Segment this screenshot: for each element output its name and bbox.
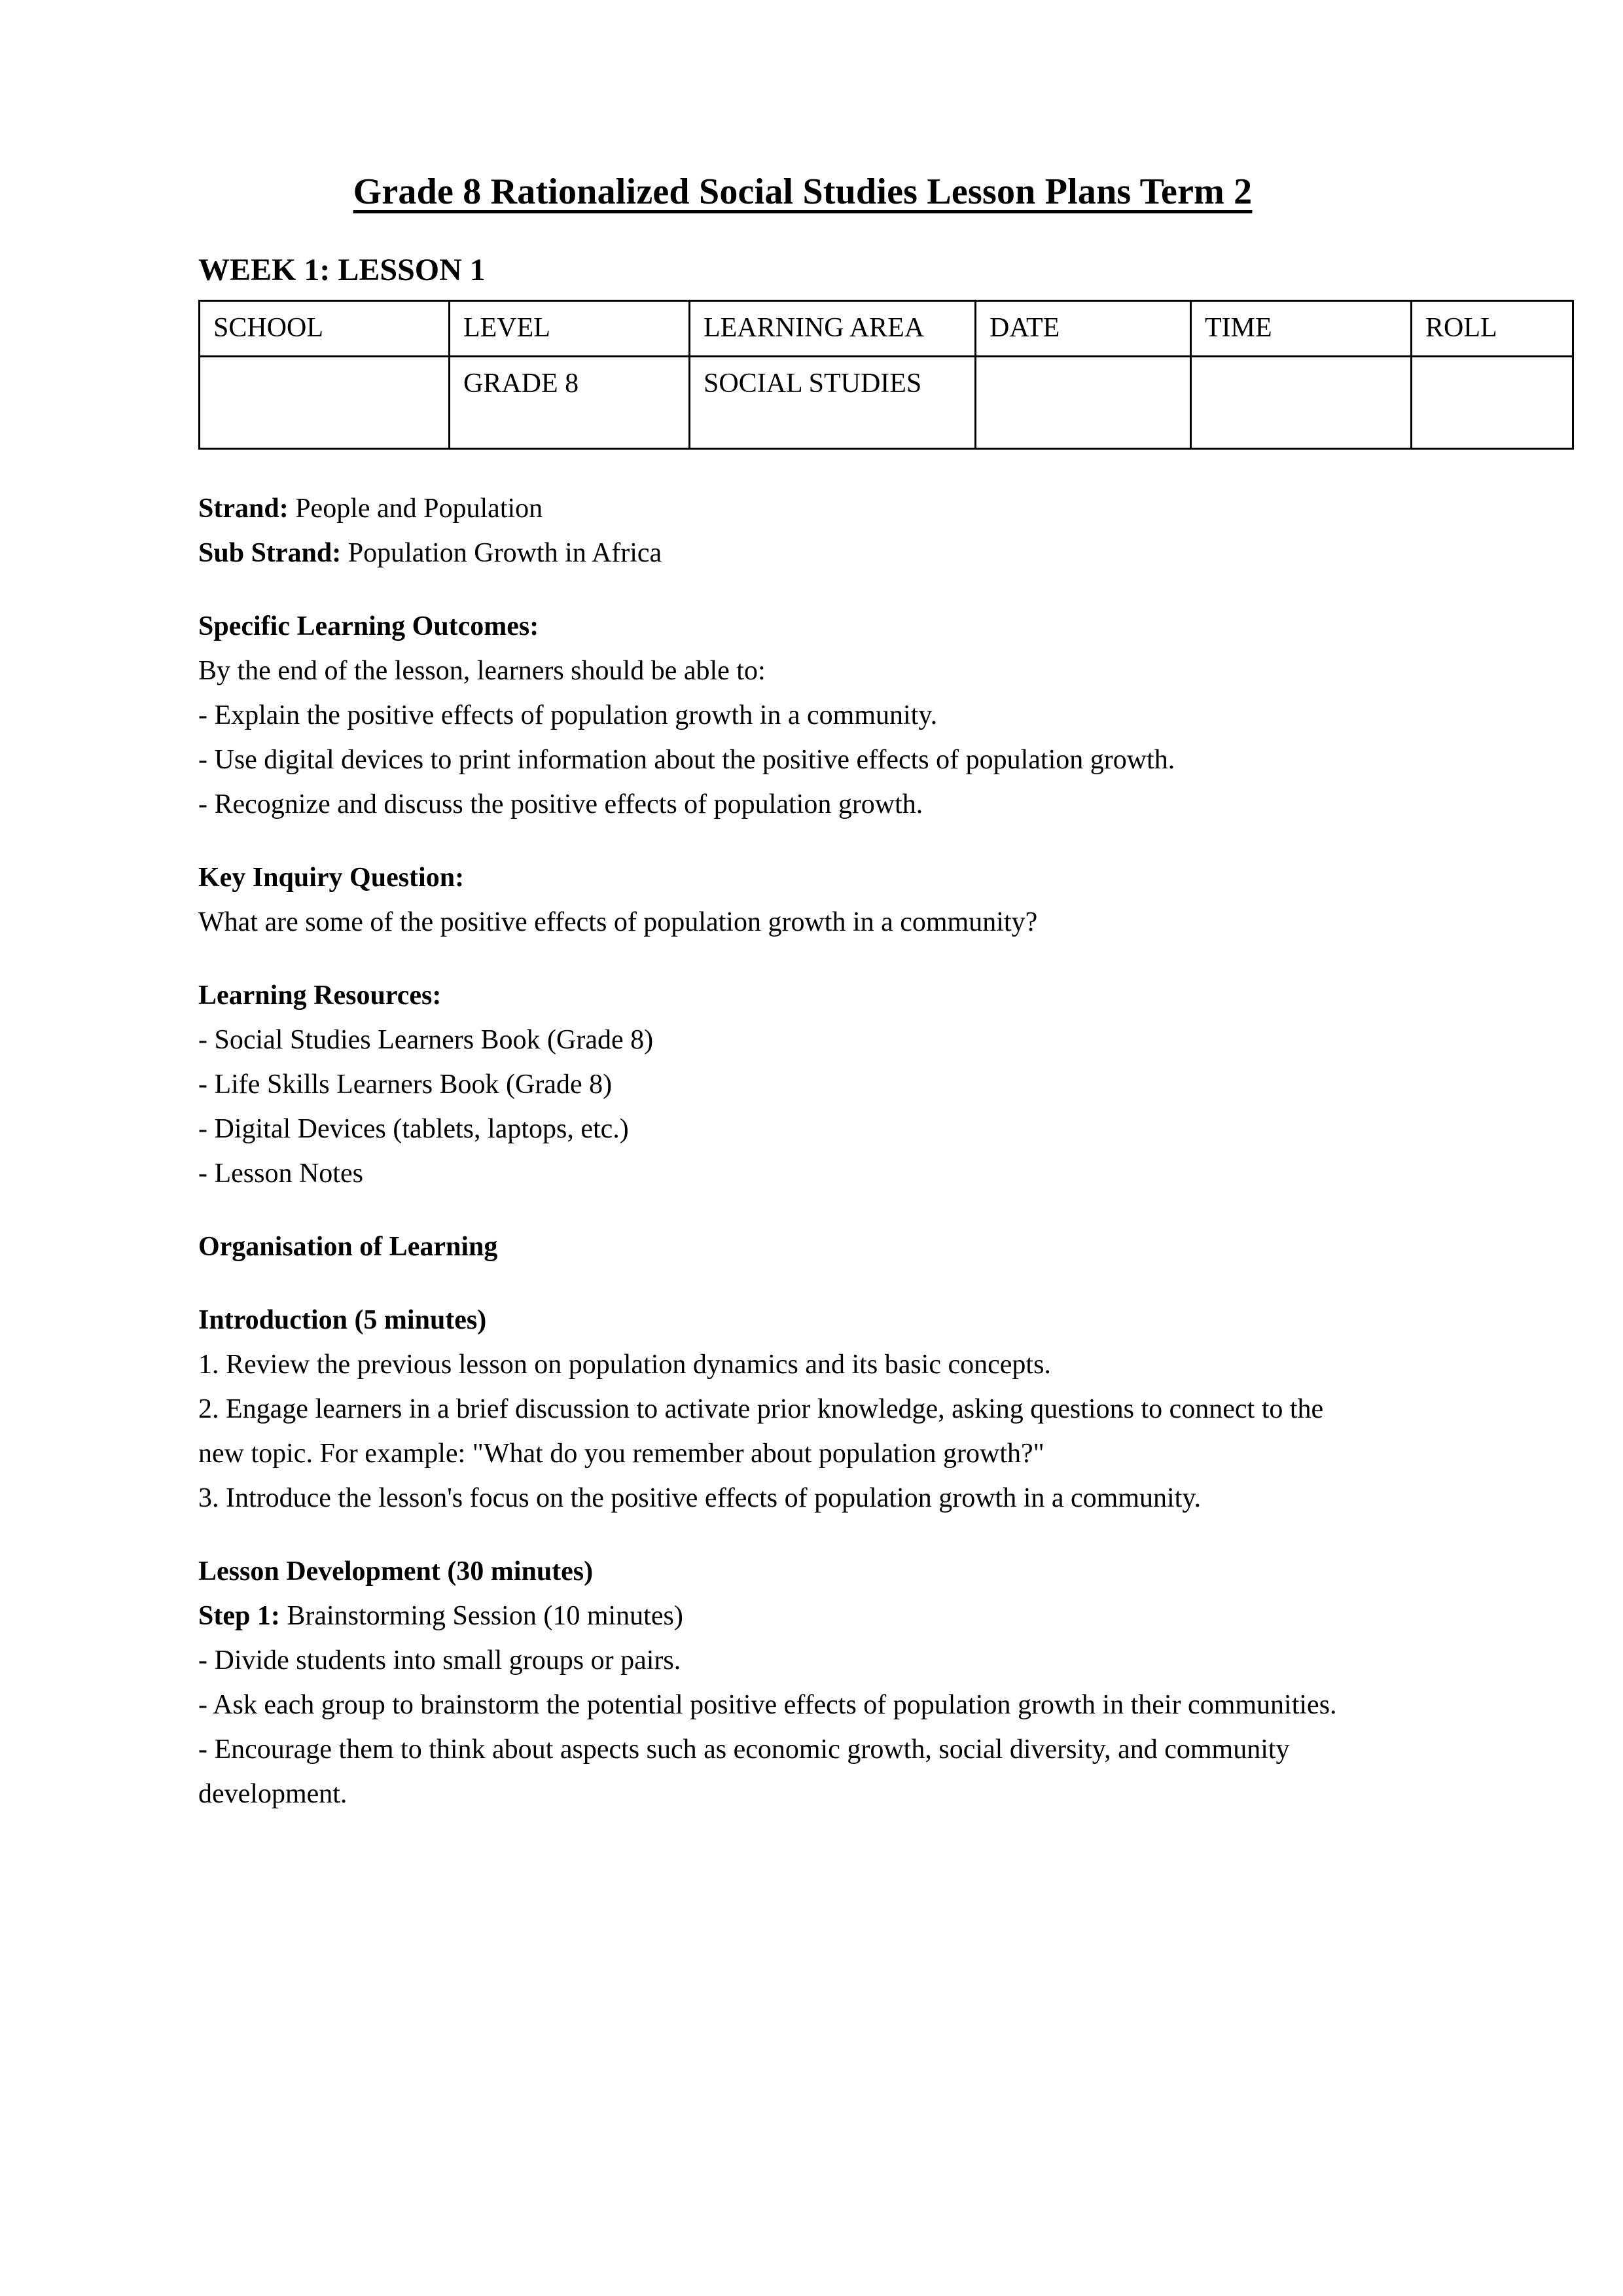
table-cell-time xyxy=(1191,356,1412,448)
spacer xyxy=(198,1269,1407,1298)
list-item: - Encourage them to think about aspects such as economic growth, social diversity, and community development. xyxy=(198,1734,1290,1809)
spacer xyxy=(198,575,1407,604)
resources-heading: Learning Resources: xyxy=(198,980,442,1011)
list-item: - Ask each group to brainstorm the potential positive effects of population growth in their communities. xyxy=(198,1689,1337,1720)
spacer xyxy=(198,450,1407,486)
spacer xyxy=(198,1520,1407,1549)
outcomes-heading: Specific Learning Outcomes: xyxy=(198,611,539,641)
table-header-date: DATE xyxy=(976,300,1191,356)
lesson-development-heading: Lesson Development (30 minutes) xyxy=(198,1556,594,1587)
week-lesson-heading: WEEK 1: LESSON 1 xyxy=(198,253,486,288)
list-item: 1. Review the previous lesson on population dynamics and its basic concepts. xyxy=(198,1349,1051,1380)
list-item: - Lesson Notes xyxy=(198,1158,363,1189)
spacer xyxy=(198,944,1407,973)
table-header-roll: ROLL xyxy=(1412,300,1573,356)
table-header-level: LEVEL xyxy=(450,300,690,356)
list-item: - Life Skills Learners Book (Grade 8) xyxy=(198,1069,613,1100)
list-item: 2. Engage learners in a brief discussion to activate prior knowledge, asking questions to connect to the new topic. For example: "What do you remember about population growth?" xyxy=(198,1393,1324,1469)
strand-line xyxy=(198,486,1407,531)
step-value: Brainstorming Session (10 minutes) xyxy=(279,1600,683,1631)
step-label: Step 1: xyxy=(198,1600,280,1631)
list-item: 3. Introduce the lesson's focus on the positive effects of population growth in a community. xyxy=(198,1482,1202,1513)
page-title: Grade 8 Rationalized Social Studies Lesson Plans Term 2 xyxy=(353,171,1253,212)
list-item: - Use digital devices to print information about the positive effects of population growth. xyxy=(198,744,1175,775)
list-item: - Divide students into small groups or pairs. xyxy=(198,1645,681,1676)
outcomes-intro: By the end of the lesson, learners should be able to: xyxy=(198,655,766,686)
lesson-info-table xyxy=(198,300,1574,450)
spacer xyxy=(198,827,1407,855)
table-cell-date xyxy=(976,356,1191,448)
key-inquiry-question: What are some of the positive effects of population growth in a community? xyxy=(198,906,1038,937)
list-item: - Social Studies Learners Book (Grade 8) xyxy=(198,1024,654,1055)
table-header-learning-area: LEARNING AREA xyxy=(690,300,976,356)
organisation-heading: Organisation of Learning xyxy=(198,1231,498,1262)
table-header-time: TIME xyxy=(1191,300,1412,356)
step-line xyxy=(198,1594,1407,1638)
table-cell-level: GRADE 8 xyxy=(450,356,690,448)
strand-label: Strand: xyxy=(198,493,289,524)
strand-value: People and Population xyxy=(288,493,543,524)
sub-strand-value: Population Growth in Africa xyxy=(341,537,662,568)
table-row-headers xyxy=(200,300,1573,356)
sub-strand-line xyxy=(198,531,1407,575)
spacer xyxy=(198,1196,1407,1225)
table-cell-school xyxy=(200,356,450,448)
table-header-school: SCHOOL xyxy=(200,300,450,356)
table-row xyxy=(200,356,1573,448)
key-inquiry-heading: Key Inquiry Question: xyxy=(198,862,465,893)
list-item: - Digital Devices (tablets, laptops, etc.) xyxy=(198,1113,629,1144)
table-cell-learning-area: SOCIAL STUDIES xyxy=(690,356,976,448)
table-cell-roll xyxy=(1412,356,1573,448)
introduction-heading: Introduction (5 minutes) xyxy=(198,1304,487,1335)
list-item: - Recognize and discuss the positive effects of population growth. xyxy=(198,789,923,819)
list-item: - Explain the positive effects of population growth in a community. xyxy=(198,700,938,730)
sub-strand-label: Sub Strand: xyxy=(198,537,342,568)
